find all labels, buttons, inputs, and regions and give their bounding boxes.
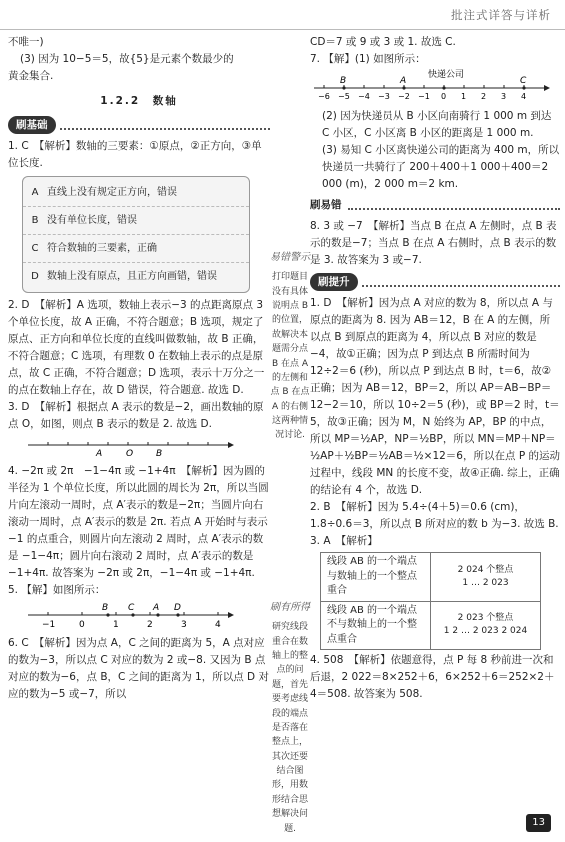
table-row: [321, 553, 541, 602]
q5-number-line: [8, 599, 238, 629]
right-column: [310, 34, 560, 703]
right-q7-part3: (3) 易知 C 小区离快递公司的距离为 400 m，所以快递员一共骑行了 200＋400＋1 000＋400＝2 000 (m)，2 000 m＝2 km.: [322, 144, 560, 190]
left-q5: 5. 【解】如图所示：: [8, 584, 106, 596]
side-note-error-heading: 易错警示: [270, 252, 310, 263]
left-q1: 1. C 【解析】数轴的三要素：①原点，②正方向，③单位长度.: [8, 140, 262, 169]
q5-tick: 0: [79, 620, 85, 629]
box-key: B: [31, 215, 39, 226]
banner-dots: [362, 278, 561, 287]
right-q3: 3. A 【解析】: [310, 535, 378, 547]
banner-improve: [310, 273, 560, 291]
side-note-error-text: 打印题目没有具体说明点 B 的位置，故解决本题需分点 B 在点 A 的左侧和点 B 在点 A 的右侧这两种情况讨论.: [270, 272, 310, 441]
banner-error: [310, 197, 560, 214]
table-row: [321, 601, 541, 650]
table-cell: [431, 601, 541, 650]
table-cell-title: 2 024 个整点: [457, 564, 514, 575]
left-column: [8, 34, 270, 703]
table-cell-title: 2 023 个整点: [457, 613, 514, 624]
right-q2: 2. B 【解析】因为 5.4÷(4＋5)＝0.6 (cm)，1.8÷0.6＝3，所以点 B 所对应的数 b 为−3. 故选 B.: [310, 501, 559, 530]
q5-point-b: B: [102, 603, 109, 613]
side-note-gain: [270, 600, 310, 836]
box-row: [23, 207, 249, 235]
right-q7: 7. 【解】(1) 如图所示：: [310, 53, 426, 65]
page-header: [0, 0, 565, 30]
q7-tick: 2: [481, 92, 487, 101]
box-row: [23, 179, 249, 207]
q5-tick: 2: [147, 620, 153, 629]
box-row: [23, 235, 249, 263]
q7-tick: −3: [378, 92, 390, 101]
banner-error-label: 刷易错: [310, 199, 342, 211]
left-q3: 3. D 【解析】根据点 A 表示的数是−2，画出数轴的原点 O，如图，则点 B 表示的数是 2. 故选 D.: [8, 401, 264, 430]
box-key: D: [31, 271, 39, 282]
q7-point-a: A: [400, 76, 407, 86]
page-number: 13: [526, 814, 551, 832]
banner-improve-label: 刷提升: [310, 273, 358, 291]
q7-tick: 0: [441, 92, 447, 101]
q5-tick: 1: [113, 620, 119, 629]
left-line-1: 不唯一): [8, 36, 44, 48]
q7-tick: −6: [318, 92, 330, 101]
banner-basic-label: 刷基础: [8, 116, 56, 134]
q7-point-c: C: [520, 76, 527, 86]
q5-tick: 3: [181, 620, 187, 629]
side-note-error: [270, 250, 310, 443]
right-q1: 1. D 【解析】因为点 A 对应的数为 8，所以点 A 与原点的距离为 8. 因为 AB＝12，B 在 A 的左侧，所以点 B 到原点的距离为 4，所以点 B 对应的数是−4，故①正确；因为点 P 到达点 B 所需时间为 12÷2＝6 (秒)，所以点 P 到达点 B 时，t＝6，故②正确；因为 AB＝12，BP＝2，所以 AP＝AB−BP＝12−2＝10，所以 10÷2＝5 (秒)，或 BP＝2 时，t＝5，故③正确；因为 M，N 始终为 AP，BP 的中点，所以 MP＝½AP，NP＝½BP，所以 MN＝MP＋NP＝½AP＋½BP＝½AB＝½×12＝6，所以在点 P 的运动过程中，线段 MN 的长度不变，故④正确. 综上，正确的结论有 4 个，故选 D.: [310, 297, 560, 496]
q7-number-line: [310, 68, 550, 102]
q3-point-o: O: [126, 449, 134, 457]
q7-tick: 1: [461, 92, 467, 101]
q7-tick: −1: [418, 92, 430, 101]
box-value: 符合数轴的三要素，正确: [47, 243, 157, 254]
q7-company-label: 快递公司: [428, 70, 465, 80]
left-q4: 4. −2π 或 2π −1−4π 或 −1+4π 【解析】因为圆的半径为 1 个单位长度，所以此圆的周长为 2π，所以当圆片向左滚动一周时，点 A′表示的数是−2π；当圆片向右滚动一周时，点 A′表示的数是 2π. 若点 A 开始时与表示−1 的点重合，则圆片向左滚动 2 周时，点 A′表示的数是 −1−4π；圆片向右滚动 2 周时，点 A′表示的数是 −1+4π. 故答案为 −2π 或 2π，−1−4π 或 −1+4π.: [8, 465, 269, 579]
right-q7-part2: (2) 因为快递员从 B 小区向南骑行 1 000 m 到达 C 小区，C 小区离 B 小区的距离是 1 000 m.: [322, 110, 552, 139]
box-value: 数轴上没有原点，且正方向画错，错误: [47, 271, 217, 282]
q7-tick: −2: [398, 92, 410, 101]
left-line-2: (3) 因为 10−5＝5，故{5}是元素个数最少的: [20, 53, 234, 65]
q5-point-c: C: [128, 603, 135, 613]
table-cell: 线段 AB 的一个端点不与数轴上的一个整点重合: [321, 601, 431, 650]
right-q4: 4. 508 【解析】依题意得，点 P 每 8 秒前进一次和后退，2 022＝8×252＋6，6×252＋6＝252×2＋4＝508. 故答案为 508.: [310, 654, 555, 700]
q3-number-line: [8, 433, 238, 457]
box-value: 直线上没有规定正方向，错误: [47, 187, 177, 198]
banner-dots: [60, 121, 271, 130]
box-key: A: [31, 187, 39, 198]
side-note-gain-text: 研究线段重合在数轴上的整点的问题，首先要考虑线段的端点是否落在整点上，其次还要结合图形，用数形结合思想解决问题.: [271, 622, 308, 834]
table-cell-axis: 1 2 … 2 023 2 024: [443, 626, 528, 637]
box-value: 没有单位长度，错误: [47, 215, 137, 226]
banner-basic: [8, 116, 270, 134]
q7-tick: 3: [501, 92, 507, 101]
right-line-0: CD＝7 或 9 或 3 或 1. 故选 C.: [310, 36, 456, 48]
box-row: [23, 263, 249, 290]
q5-tick: −1: [42, 620, 56, 629]
q3-point-b: B: [156, 449, 163, 457]
q7-tick: −4: [358, 92, 370, 101]
left-line-3: 黄金集合.: [8, 70, 54, 82]
section-title: 1.2.2 数轴: [100, 95, 178, 107]
left-q6: 6. C 【解析】因为点 A，C 之间的距离为 5，A 点对应的数为−3，所以点 C 对应的数为 2 或−8. 又因为 B 点对应的数为−6，点 B，C 之间的距离为 1，所以点 D 对应的数为−5 或−7，所以: [8, 637, 269, 700]
banner-dots: [348, 201, 561, 210]
table-cell: [431, 553, 541, 602]
q3-point-a: A: [96, 449, 103, 457]
q5-tick: 4: [215, 620, 221, 629]
q5-point-a: A: [153, 603, 160, 613]
left-q2: 2. D 【解析】A 选项，数轴上表示−3 的点距离原点 3 个单位长度，故 A 正确，不符合题意；B 选项，规定了原点、正方向和单位长度的直线叫做数轴，故 B 正确，不符合题意；C 选项，有理数 0 在数轴上表示的点是原点，故 C 正确，不符合题意；D 选项，表示十万分之一的点在数轴上存在，故 D 错误，符合题意. 故选 D.: [8, 299, 265, 396]
q7-tick: 4: [521, 92, 527, 101]
q7-point-b: B: [340, 76, 347, 86]
q7-tick: −5: [338, 92, 350, 101]
right-q8: 8. 3 或 −7 【解析】当点 B 在点 A 左侧时，点 B 表示的数是−7；当点 B 在点 A 右侧时，点 B 表示的数是 3. 故答案为 3 或−7.: [310, 220, 557, 266]
header-title: 批注式详答与详析: [451, 8, 551, 22]
header-rule: [0, 29, 565, 30]
q1-options-box: [22, 176, 250, 293]
side-note-gain-heading: 刷有所得: [270, 602, 310, 613]
table-cell-axis: 1 … 2 023: [462, 577, 509, 588]
q5-point-d: D: [174, 603, 181, 613]
box-key: C: [31, 243, 39, 254]
table-cell: 线段 AB 的一个端点与数轴上的一个整点重合: [321, 553, 431, 602]
q3-table: [320, 552, 541, 650]
